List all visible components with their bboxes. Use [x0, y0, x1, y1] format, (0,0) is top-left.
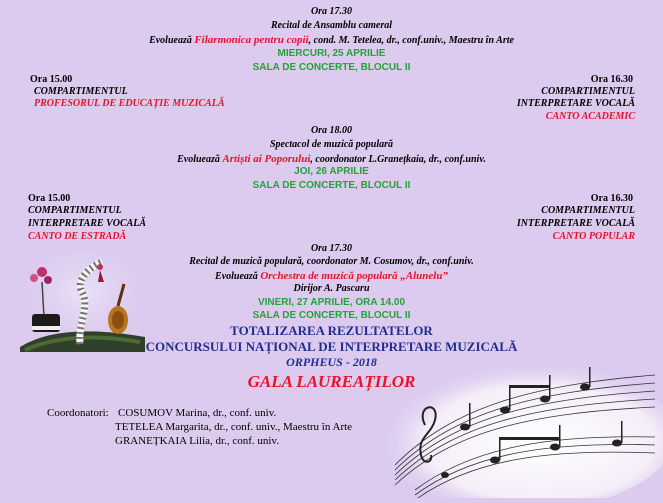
row2-left-line3: CANTO DE ESTRADĂ: [28, 231, 127, 242]
block2-hall: SALA DE CONCERTE, BLOCUL II: [252, 180, 411, 191]
block3-perf-orchestra: Orchestra de muzică populară „Alunelu”: [260, 270, 448, 282]
row2-left-line2: INTERPRETARE VOCALĂ: [28, 218, 147, 229]
row1-left-line1: COMPARTIMENTUL: [34, 86, 128, 97]
block3-director: Dirijor A. Pascaru: [293, 283, 370, 294]
block2-perf-suffix: , coordonator L.Granețkaia, dr., conf.univ.: [310, 154, 486, 165]
block3-perf-prefix: Evoluează: [215, 271, 261, 282]
block1-date: MIERCURI, 25 APRILIE: [277, 48, 386, 59]
coordinators-label: Coordonatori:: [47, 407, 109, 419]
row2-right-time: Ora 16.30: [590, 193, 633, 204]
block1-perf-prefix: Evoluează: [149, 35, 195, 46]
block2-perf-prefix: Evoluează: [177, 154, 223, 165]
block2-perf-ensemble: Artiști ai Poporului: [222, 153, 311, 165]
row2-left-time: Ora 15.00: [28, 193, 71, 204]
closing-line1: TOTALIZAREA REZULTATELOR: [230, 323, 433, 338]
block3-title: Recital de muzică populară, coordonator M. Cosumov, dr., conf.univ.: [189, 256, 474, 267]
block3-time: Ora 17.30: [310, 243, 353, 254]
row2-right-line2: INTERPRETARE VOCALĂ: [516, 218, 635, 229]
block1-title: Recital de Ansamblu cameral: [270, 20, 392, 31]
coordinator-2: TETELEA Margarita, dr., conf. univ., Maestru în Arte: [115, 421, 353, 433]
block1-perf-ensemble: Filarmonica pentru copii: [194, 34, 309, 46]
coordinator-3: GRANEȚKAIA Lilia, dr., conf. univ.: [115, 435, 279, 447]
block1-time: Ora 17.30: [310, 6, 353, 17]
block3-hall: SALA DE CONCERTE, BLOCUL II: [252, 310, 411, 321]
row2-left-line1: COMPARTIMENTUL: [28, 205, 122, 216]
row1-right-time: Ora 16.30: [590, 74, 633, 85]
block2-title: Spectacol de muzică populară: [269, 139, 394, 150]
closing-line2: CONCURSULUI NAȚIONAL DE INTERPRETARE MUZICALĂ: [145, 339, 518, 354]
block2-performers: [0, 153, 663, 165]
row1-left-line2: PROFESORUL DE EDUCAȚIE MUZICALĂ: [34, 98, 225, 109]
block3-date: VINERI, 27 APRILIE, ORA 14.00: [257, 297, 406, 308]
coordinator-1: COSUMOV Marina, dr., conf. univ.: [118, 407, 277, 419]
closing-line3: ORPHEUS - 2018: [286, 355, 377, 369]
block1-performers: [0, 34, 663, 46]
gala-title: GALA LAUREAȚILOR: [247, 372, 416, 391]
block2-date: JOI, 26 APRILIE: [294, 166, 369, 177]
row1-right-line3: CANTO ACADEMIC: [545, 111, 635, 122]
block1-hall: SALA DE CONCERTE, BLOCUL II: [252, 62, 411, 73]
block3-performers: [0, 270, 663, 282]
row1-right-line2: INTERPRETARE VOCALĂ: [516, 98, 635, 109]
row2-right-line1: COMPARTIMENTUL: [541, 205, 635, 216]
row1-left-time: Ora 15.00: [30, 74, 73, 85]
row2-right-line3: CANTO POPULAR: [552, 231, 635, 242]
row1-right-line1: COMPARTIMENTUL: [541, 86, 635, 97]
block1-perf-suffix: , cond. M. Tetelea, dr., conf.univ., Maestru în Arte: [308, 35, 514, 46]
block2-time: Ora 18.00: [310, 125, 353, 136]
